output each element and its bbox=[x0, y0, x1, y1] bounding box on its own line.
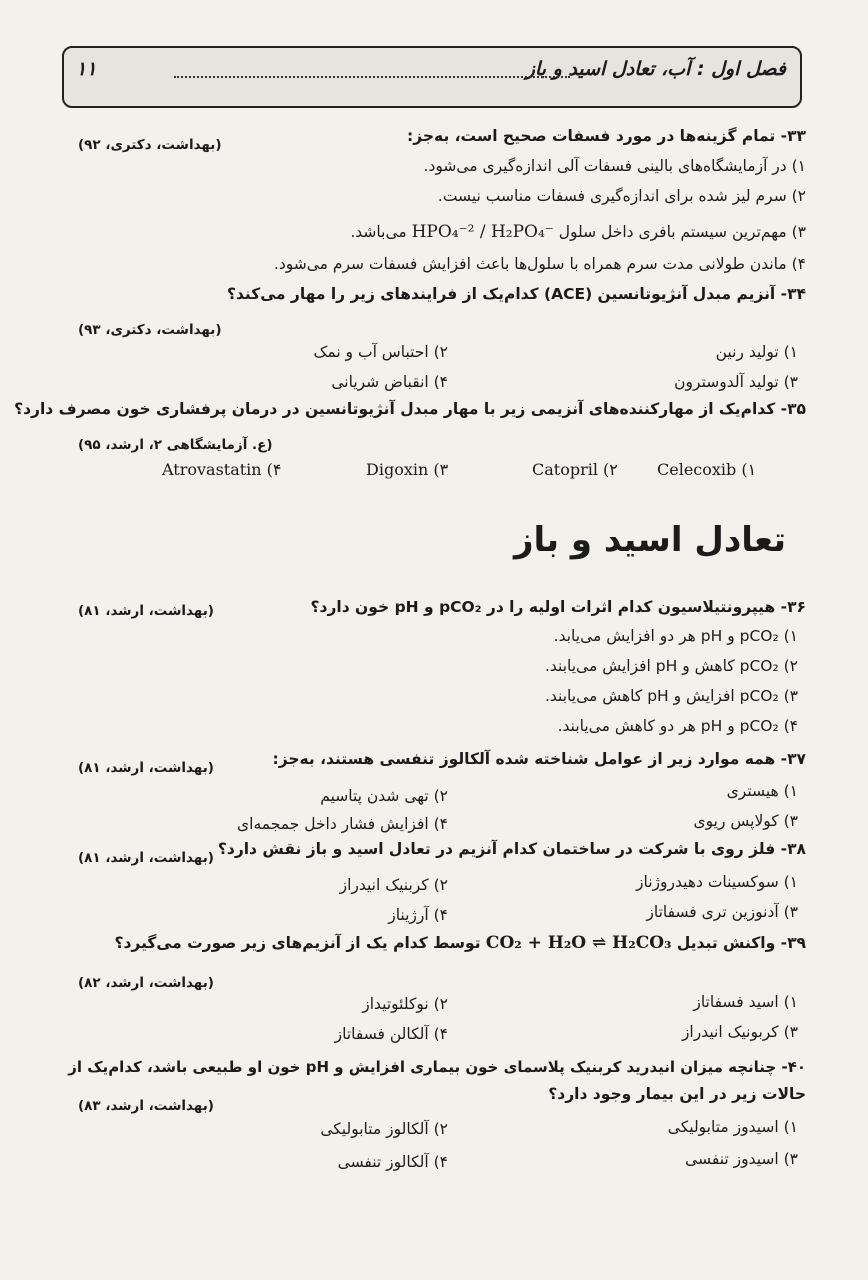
q33-option-1: ۱) در آزمایشگاه‌های بالینی فسفات آلی اندازه‌گیری می‌شود. bbox=[423, 157, 806, 175]
q37-option-4: ۴) افزایش فشار داخل جمجمه‌ای bbox=[237, 815, 448, 833]
q38-stem: ۳۸- فلز روی با شرکت در ساختمان کدام آنزیم در تعادل اسید و باز نقش دارد؟ bbox=[217, 840, 806, 858]
q34-stem: ۳۴- آنزیم مبدل آنژیوتانسین (ACE) کدام‌یک از فرایندهای زیر را مهار می‌کند؟ bbox=[226, 285, 806, 303]
q36-option-2: ۲) pCO₂ کاهش و pH افزایش می‌یابند. bbox=[544, 657, 798, 675]
chapter-title: فصل اول : آب، تعادل اسید و باز bbox=[525, 58, 786, 80]
q33-option-3-post: می‌باشد. bbox=[350, 223, 407, 241]
q33-option-3 bbox=[350, 222, 806, 242]
q39-option-2: ۲) نوکلئوتیداز bbox=[362, 995, 448, 1013]
q33-source: (بهداشت، دکتری، ۹۲) bbox=[78, 137, 222, 153]
q37-stem: ۳۷- همه موارد زیر از عوامل شناخته شده آلکالوز تنفسی هستند، به‌جز: bbox=[272, 750, 806, 768]
q38-option-3: ۳) آدنوزین تری فسفاتاز bbox=[646, 903, 798, 921]
q34-option-3: ۳) تولید آلدوسترون bbox=[674, 373, 798, 391]
q37-option-3: ۳) کولاپس ریوی bbox=[693, 812, 798, 830]
q39-option-1: ۱) اسید فسفاتاز bbox=[693, 993, 798, 1011]
q38-option-2: ۲) کربنیک انیدراز bbox=[339, 876, 448, 894]
q40-option-3: ۳) اسیدوز تنفسی bbox=[685, 1150, 798, 1168]
q38-option-4: ۴) آرژیناز bbox=[388, 906, 448, 924]
q34-option-2: ۲) احتباس آب و نمک bbox=[313, 343, 448, 361]
q36-stem: ۳۶- هیپرونتیلاسیون کدام اثرات اولیه را در pCO₂ و pH خون دارد؟ bbox=[310, 598, 806, 616]
q33-option-2: ۲) سرم لیز شده برای اندازه‌گیری فسفات مناسب نیست. bbox=[437, 187, 806, 205]
q33-option-3-pre: ۳) مهم‌ترین سیستم بافری داخل سلول bbox=[558, 223, 806, 241]
q34-option-1: ۱) تولید رنین bbox=[715, 343, 798, 361]
q39-stem-post: توسط کدام یک از آنزیم‌های زیر صورت می‌گیرد؟ bbox=[114, 934, 481, 952]
chapter-header bbox=[62, 46, 802, 108]
q37-option-2: ۲) تهی شدن پتاسیم bbox=[320, 787, 448, 805]
q36-source: (بهداشت، ارشد، ۸۱) bbox=[78, 603, 214, 619]
q34-option-4: ۴) انقباض شریانی bbox=[331, 373, 448, 391]
q35-option-1: Celecoxib (۱ bbox=[657, 460, 757, 479]
q36-option-3: ۳) pCO₂ افزایش و pH کاهش می‌یابند. bbox=[544, 687, 798, 705]
q34-source: (بهداشت، دکتری، ۹۳) bbox=[78, 322, 222, 338]
q35-option-4: Atrovastatin (۴ bbox=[162, 460, 282, 479]
q35-option-3: Digoxin (۳ bbox=[366, 460, 449, 479]
q40-option-2: ۲) آلکالوز متابولیکی bbox=[320, 1120, 448, 1138]
q39-source: (بهداشت، ارشد، ۸۲) bbox=[78, 975, 214, 991]
header-dotted-leader bbox=[174, 74, 570, 78]
q39-stem bbox=[114, 933, 806, 953]
q33-option-4: ۴) ماندن طولانی مدت سرم همراه با سلول‌ها باعث افزایش فسفات سرم می‌شود. bbox=[273, 255, 806, 273]
q33-option-3-formula: HPO₄⁻² / H₂PO₄⁻ bbox=[411, 222, 554, 242]
q35-stem: ۳۵- کدام‌یک از مهارکننده‌های آنزیمی زیر با مهار مبدل آنژیوتانسین در درمان پرفشاری خون مصرف دارد؟ bbox=[14, 400, 806, 418]
q38-option-1: ۱) سوکسینات دهیدروژناز bbox=[636, 873, 798, 891]
q39-option-4: ۴) آلکالن فسفاتاز bbox=[334, 1025, 448, 1043]
q37-option-1: ۱) هیستری bbox=[726, 782, 798, 800]
q39-option-3: ۳) کربونیک انیدراز bbox=[681, 1023, 798, 1041]
q38-source: (بهداشت، ارشد، ۸۱) bbox=[78, 850, 214, 866]
page-number: ۱۱ bbox=[76, 58, 97, 80]
q40-option-1: ۱) اسیدوز متابولیکی bbox=[667, 1118, 798, 1136]
q40-option-4: ۴) آلکالوز تنفسی bbox=[337, 1153, 448, 1171]
q35-source: (ع. آزمایشگاهی ۲، ارشد، ۹۵) bbox=[78, 437, 273, 453]
section-title: تعادل اسید و باز bbox=[513, 520, 786, 560]
q39-reaction-formula: CO₂ + H₂O ⇌ H₂CO₃ bbox=[485, 933, 672, 953]
q37-source: (بهداشت، ارشد، ۸۱) bbox=[78, 760, 214, 776]
q33-stem: ۳۳- تمام گزینه‌ها در مورد فسفات صحیح است، به‌جز: bbox=[407, 127, 806, 145]
q40-stem-line-2: حالات زیر در این بیمار وجود دارد؟ bbox=[548, 1085, 806, 1103]
q40-source: (بهداشت، ارشد، ۸۳) bbox=[78, 1098, 214, 1114]
q35-option-2: Catopril (۲ bbox=[532, 460, 618, 479]
q36-option-4: ۴) pCO₂ و pH هر دو کاهش می‌یابند. bbox=[557, 717, 798, 735]
q39-stem-pre: ۳۹- واکنش تبدیل bbox=[676, 934, 806, 952]
q40-stem-line-1: ۴۰- چنانچه میزان انیدرید کربنیک پلاسمای خون بیماری افزایش و pH خون او طبیعی باشد، کدام‌یک از bbox=[68, 1058, 806, 1076]
q36-option-1: ۱) pCO₂ و pH هر دو افزایش می‌یابد. bbox=[553, 627, 798, 645]
